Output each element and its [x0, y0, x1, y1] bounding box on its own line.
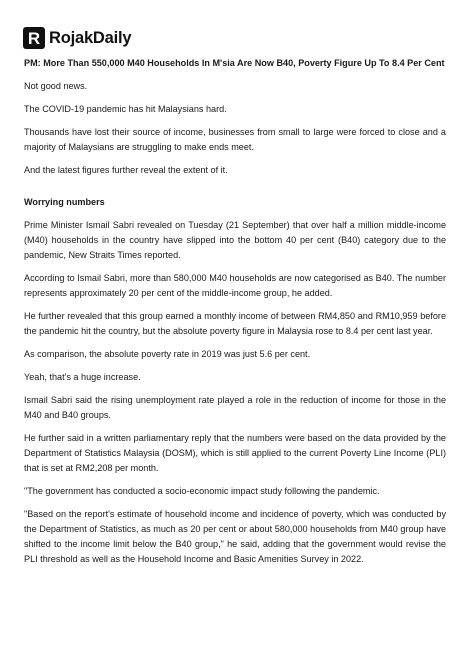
rojakdaily-logo-icon	[23, 27, 45, 49]
body-paragraph: "Based on the report's estimate of household income and incidence of poverty, which was conducted by the Department of Statistics, as much as 20 per cent or about 580,000 households from M40 group have shifted to the income limit below the B40 group," he said, adding that the government would revise the PLI threshold as well as the Household Income and Basic Amenities Survey in 2022.	[24, 509, 446, 564]
intro-paragraph: The COVID-19 pandemic has hit Malaysians hard.	[24, 104, 227, 114]
body-paragraph: Prime Minister Ismail Sabri revealed on Tuesday (21 September) that over half a million middle-income (M40) households in the country have slipped into the bottom 40 per cent (B40) category due to the pandemic, New Straits Times reported.	[24, 220, 446, 260]
svg-text:R: R	[27, 29, 41, 48]
article-headline: PM: More Than 550,000 M40 Households In M'sia Are Now B40, Poverty Figure Up To 8.4 Per Cent	[24, 58, 445, 68]
intro-paragraph: Thousands have lost their source of income, businesses from small to large were forced to close and a majority of Malaysians are struggling to make ends meet.	[24, 127, 446, 152]
section-heading: Worrying numbers	[24, 197, 105, 207]
body-paragraph: Ismail Sabri said the rising unemployment rate played a role in the reduction of income for those in the M40 and B40 groups.	[24, 395, 446, 420]
body-paragraph: He further revealed that this group earned a monthly income of between RM4,850 and RM10,959 before the pandemic hit the country, but the absolute poverty figure in Malaysia rose to 8.4 per cent last year.	[24, 311, 446, 336]
article-body	[24, 56, 446, 567]
intro-paragraph: And the latest figures further reveal the extent of it.	[24, 165, 228, 175]
body-paragraph: "The government has conducted a socio-economic impact study following the pandemic.	[24, 486, 380, 496]
body-paragraph: As comparison, the absolute poverty rate in 2019 was just 5.6 per cent.	[24, 349, 311, 359]
intro-paragraph: Not good news.	[24, 81, 88, 91]
brand-logo	[23, 26, 131, 50]
body-paragraph: Yeah, that's a huge increase.	[24, 372, 141, 382]
body-paragraph: According to Ismail Sabri, more than 580,000 M40 households are now categorised as B40. The number represents approximately 20 per cent of the middle-income group, he added.	[24, 273, 446, 298]
brand-name: RojakDaily	[49, 29, 132, 47]
body-paragraph: He further said in a written parliamentary reply that the numbers were based on the data provided by the Department of Statistics Malaysia (DOSM), which is still applied to the current Poverty Line Income (PLI) that is set at RM2,208 per month.	[24, 433, 446, 473]
